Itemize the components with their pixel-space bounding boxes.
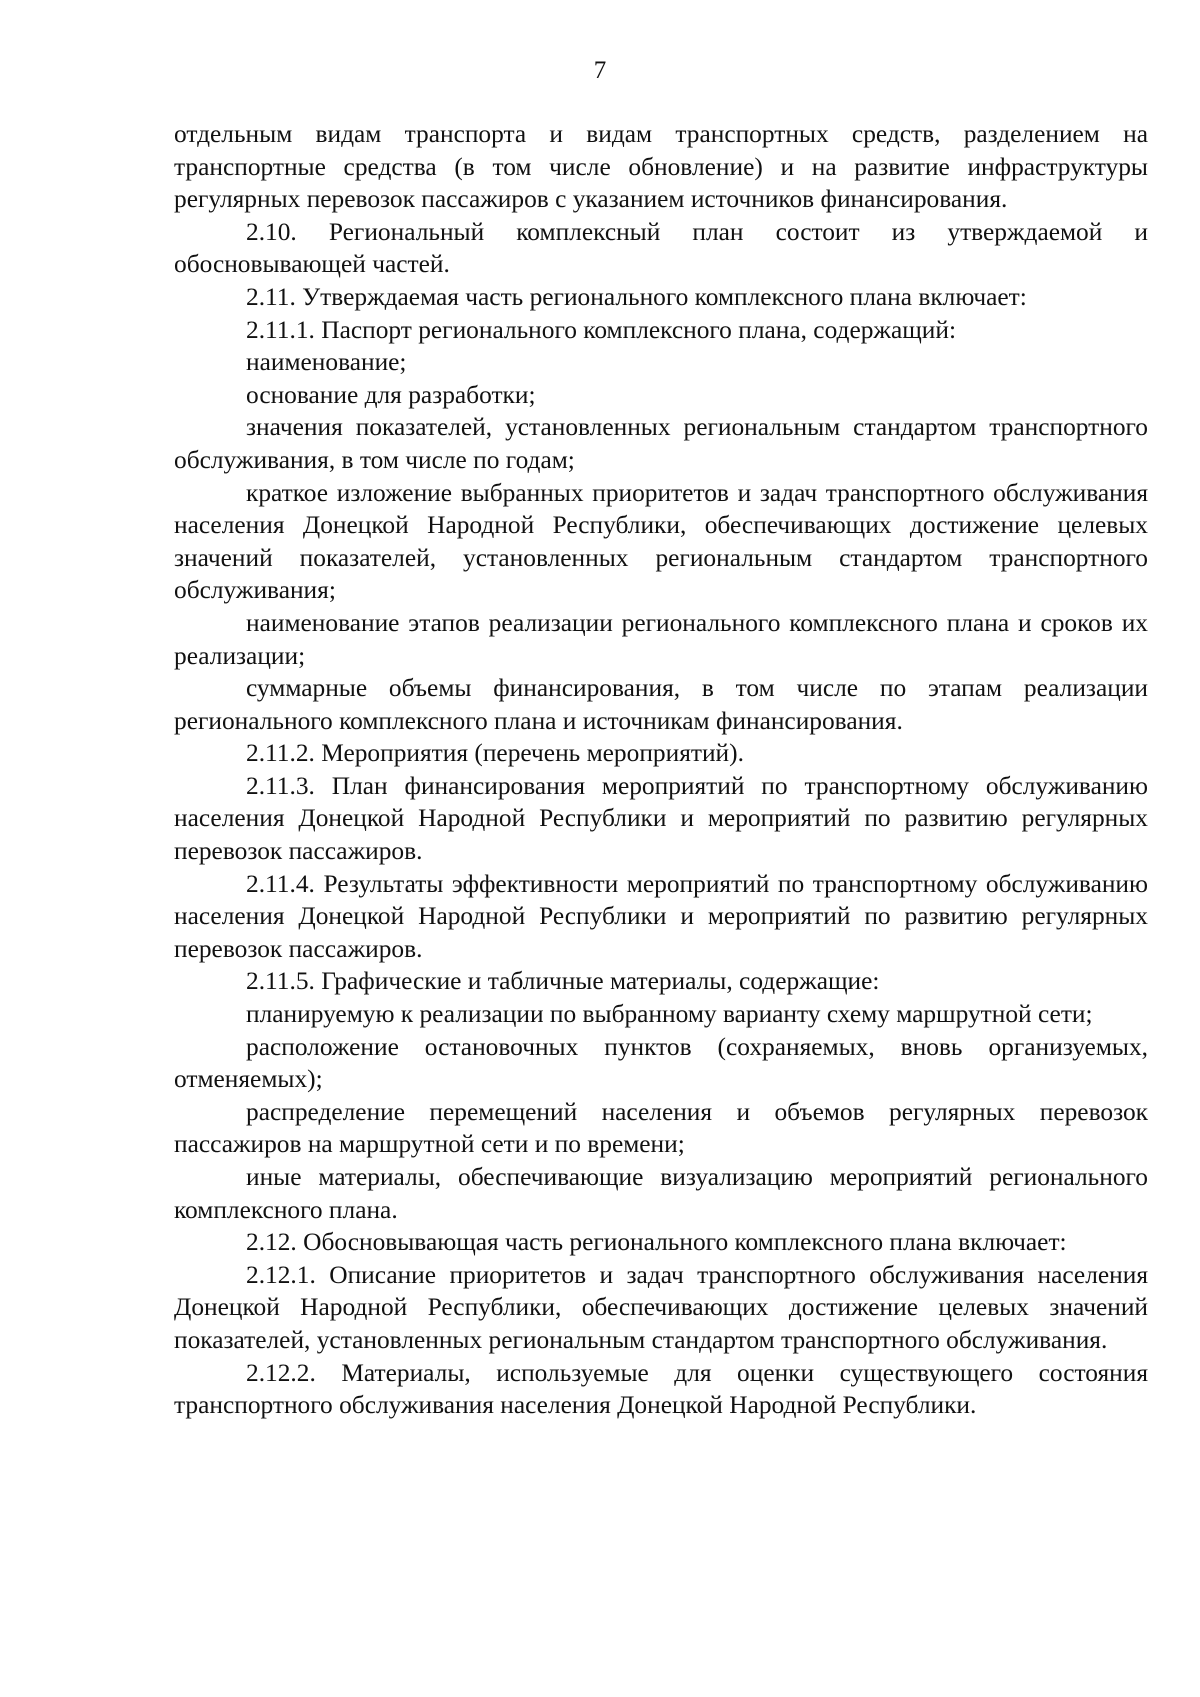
paragraph-2-12: 2.12. Обосновывающая часть регионального комплексного плана включает:	[246, 1228, 1067, 1257]
paragraph-2-11-3: 2.11.3. План финансирования мероприятий по транспортному обслуживанию населения Донецкой Народной Республики и мероприятий по развитию регулярных перевозок пассажиров.	[174, 771, 1148, 866]
list-item-route-scheme: планируемую к реализации по выбранному варианту схему маршрутной сети;	[246, 1000, 1093, 1029]
paragraph-2-11-2: 2.11.2. Мероприятия (перечень мероприятий).	[246, 739, 744, 768]
list-item-stops: расположение остановочных пунктов (сохраняемых, вновь организуемых, отменяемых);	[174, 1032, 1148, 1094]
paragraph-2-12-2: 2.12.2. Материалы, используемые для оценки существующего состояния транспортного обслуживания населения Донецкой Народной Республики.	[174, 1358, 1148, 1420]
paragraph-2-11-1: 2.11.1. Паспорт регионального комплексного плана, содержащий:	[246, 315, 957, 344]
list-item-indicators: значения показателей, установленных региональным стандартом транспортного обслуживания, в том числе по годам;	[174, 413, 1148, 474]
paragraph-2-11-5: 2.11.5. Графические и табличные материалы, содержащие:	[246, 967, 880, 996]
list-item-other-materials: иные материалы, обеспечивающие визуализацию мероприятий регионального комплексного плана.	[174, 1163, 1148, 1224]
list-item-basis: основание для разработки;	[246, 380, 536, 409]
list-item-stages: наименование этапов реализации регионального комплексного плана и сроков их реализации;	[174, 608, 1148, 670]
paragraph-2-11-4: 2.11.4. Результаты эффективности мероприятий по транспортному обслуживанию населения Донецкой Народной Республики и мероприятий по развитию регулярных перевозок пассажиров.	[174, 869, 1148, 963]
list-item-priorities: краткое изложение выбранных приоритетов и задач транспортного обслуживания населения Донецкой Народной Республики, обеспечивающих достижение целевых значений показателей, установленных региональным стандартом транспортного обслуживания;	[174, 478, 1148, 605]
list-item-financing: суммарные объемы финансирования, в том числе по этапам реализации регионального комплексного плана и источникам финансирования.	[174, 674, 1148, 735]
document-body	[174, 118, 1148, 1422]
paragraph-2-10: 2.10. Региональный комплексный план состоит из утверждаемой и обосновывающей частей.	[174, 217, 1148, 279]
paragraph-2-11: 2.11. Утверждаемая часть регионального комплексного плана включает:	[246, 282, 1027, 311]
paragraph-2-12-1: 2.12.1. Описание приоритетов и задач транспортного обслуживания населения Донецкой Народной Республики, обеспечивающих достижение целевых значений показателей, установленных региональным стандартом транспортного обслуживания.	[174, 1260, 1148, 1354]
list-item-distribution: распределение перемещений населения и объемов регулярных перевозок пассажиров на маршрутной сети и по времени;	[174, 1097, 1148, 1159]
page-number: 7	[593, 57, 607, 84]
paragraph-continuation: отдельным видам транспорта и видам транспортных средств, разделением на транспортные средства (в том числе обновление) и на развитие инфраструктуры регулярных перевозок пассажиров с указанием источников финансирования.	[174, 120, 1148, 214]
list-item-name: наименование;	[246, 348, 407, 377]
